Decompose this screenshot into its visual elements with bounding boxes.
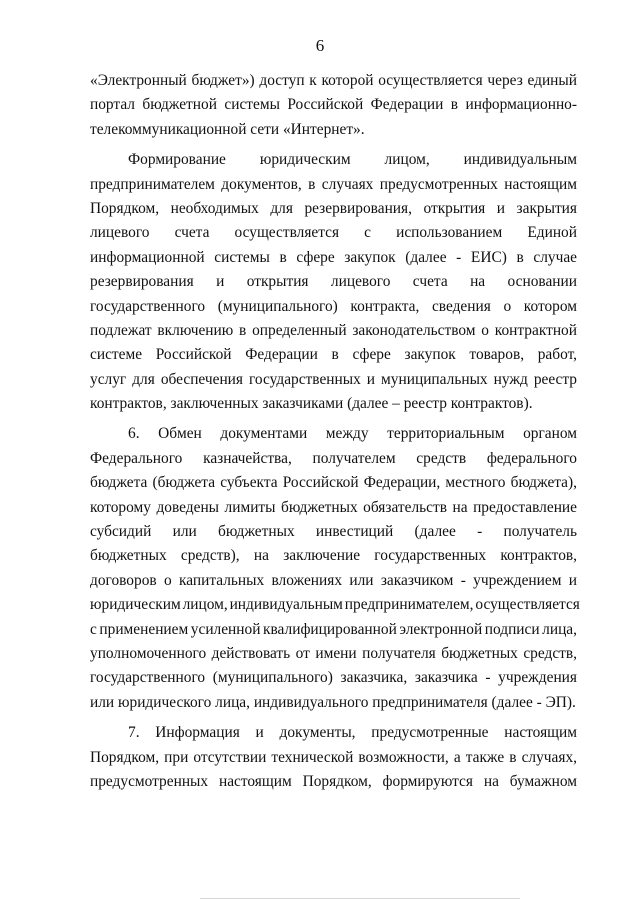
text-line: портал бюджетной системы Российской Федерации в информационно-: [90, 96, 577, 114]
text-line: лицевого счета осуществляется с использованием Единой: [90, 224, 577, 242]
text-line: резервирования и открытия лицевого счета на основании: [90, 273, 577, 291]
page-bottom-edge: [200, 898, 520, 899]
text-line: информационной системы в сфере закупок (далее - ЕИС) в случае: [90, 248, 577, 266]
text-line: предпринимателем документов, в случаях предусмотренных настоящим: [90, 175, 577, 193]
text-line: контрактов, заключенных заказчиками (далее – реестр контрактов).: [90, 395, 533, 413]
text-line: субсидий или бюджетных инвестиций (далее - получатель: [90, 523, 577, 541]
text-line: предусмотренных настоящим Порядком, формируются на бумажном: [90, 772, 577, 790]
document-body: [90, 69, 580, 794]
text-line: юридическим лицом, индивидуальным предпринимателем, осуществляется: [90, 596, 580, 614]
paragraph-1: [90, 69, 577, 142]
text-line: или юридического лица, индивидуального предпринимателя (далее - ЭП).: [90, 693, 576, 711]
text-line: телекоммуникационной сети «Интернет».: [90, 120, 365, 138]
page-number: 6: [315, 36, 325, 55]
text-line: договоров о капитальных вложениях или заказчиком - учреждением и: [90, 571, 577, 589]
text-line: системе Российской Федерации в сфере закупок товаров, работ,: [90, 346, 577, 364]
text-line: услуг для обеспечения государственных и муниципальных нужд реестр: [90, 370, 577, 388]
text-line: которому доведены лимиты бюджетных обязательств на предоставление: [90, 498, 577, 516]
text-line: 7. Информация и документы, предусмотренные настоящим: [128, 724, 577, 742]
paragraph-item-7: [90, 721, 577, 794]
text-line: государственного (муниципального) контракта, сведения о котором: [90, 297, 577, 315]
paragraph-2: [90, 148, 577, 416]
text-line: подлежат включению в определенный законодательством о контрактной: [90, 321, 577, 339]
text-line: Федерального казначейства, получателем средств федерального: [90, 449, 577, 467]
text-line: Порядком, необходимых для резервирования, открытия и закрытия: [90, 199, 577, 217]
paragraph-item-6: [90, 422, 580, 715]
text-line: уполномоченного действовать от имени получателя бюджетных средств,: [90, 644, 577, 662]
text-line: государственного (муниципального) заказчика, заказчика - учреждения: [90, 669, 577, 687]
text-line: бюджета (бюджета субъекта Российской Федерации, местного бюджета),: [90, 474, 577, 492]
text-line: с применением усиленной квалифицированной электронной подписи лица,: [90, 620, 577, 638]
text-line: «Электронный бюджет») доступ к которой осуществляется через единый: [90, 72, 577, 89]
text-line: Формирование юридическим лицом, индивидуальным: [128, 151, 577, 169]
text-line: 6. Обмен документами между территориальным органом: [128, 425, 577, 443]
text-line: бюджетных средств), на заключение государственных контрактов,: [90, 547, 577, 565]
text-line: Порядком, при отсутствии технической возможности, а также в случаях,: [90, 748, 577, 766]
